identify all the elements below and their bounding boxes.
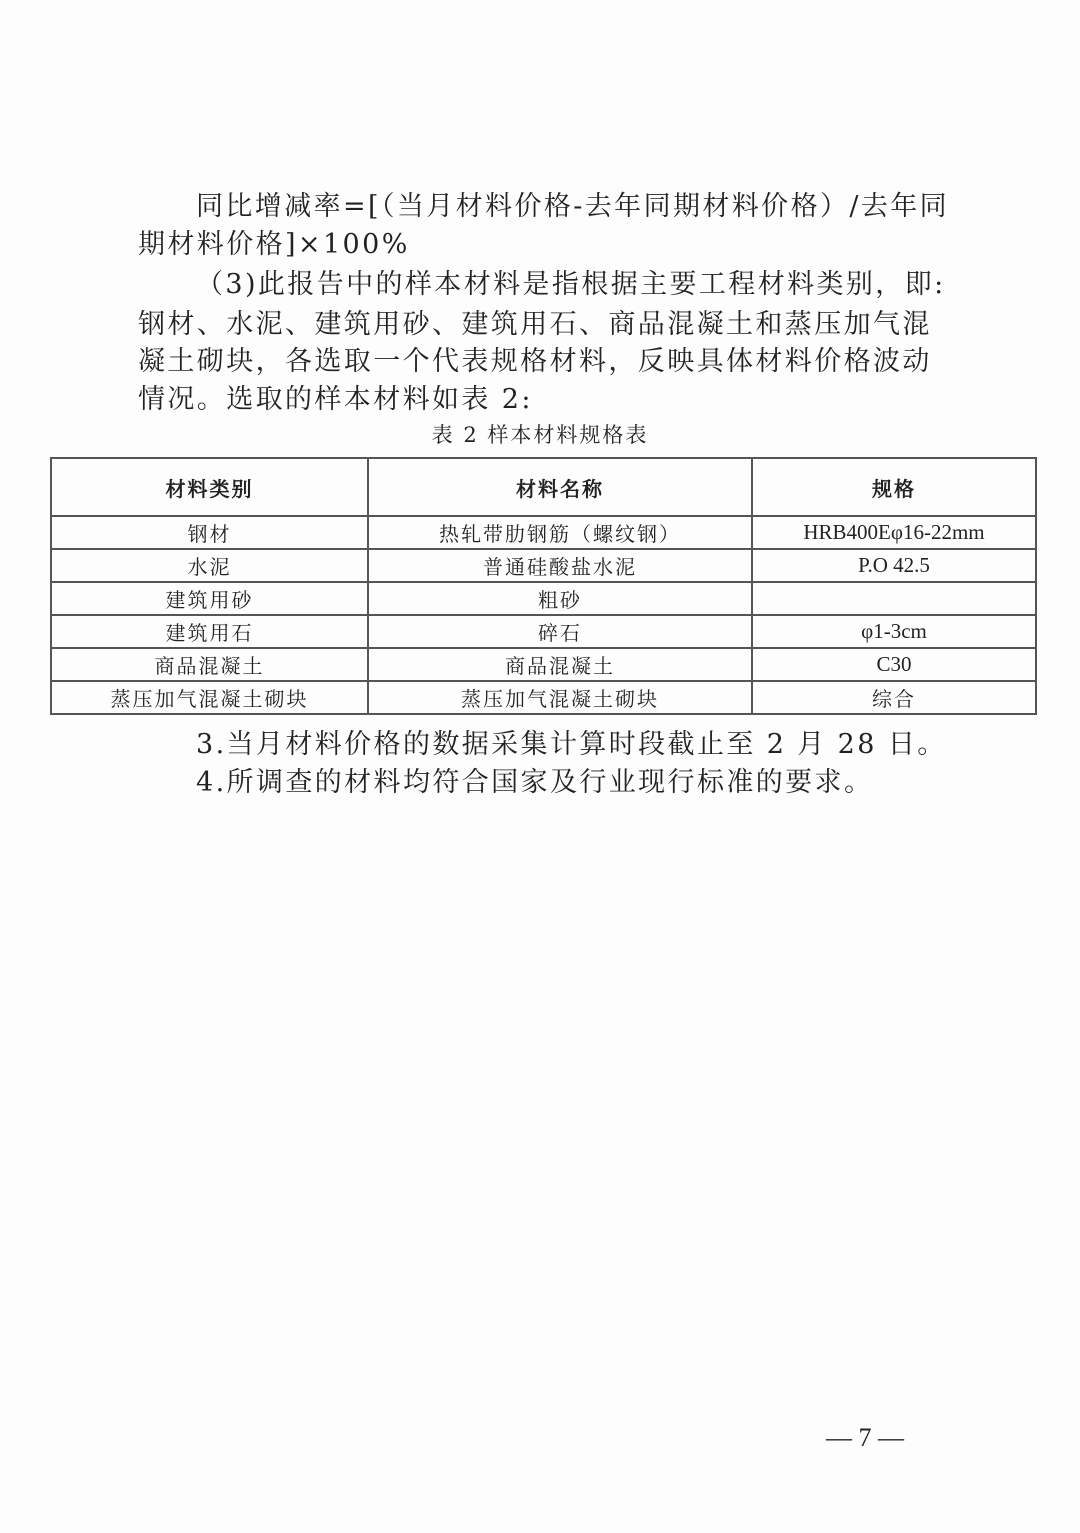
note-3-line-4: 情况。选取的样本材料如表 2: (138, 384, 533, 415)
cell-name: 普通硅酸盐水泥 (368, 549, 752, 582)
header-specification: 规格 (752, 458, 1036, 516)
cell-spec: φ1-3cm (752, 615, 1036, 648)
sample-material-spec-table (50, 457, 1037, 715)
formula-line-2: 期材料价格]×100% (138, 229, 410, 260)
item-3-text: 3.当月材料价格的数据采集计算时段截止至 2 月 28 日。 (196, 729, 947, 760)
cell-category: 建筑用砂 (51, 582, 368, 615)
cell-category: 商品混凝土 (51, 648, 368, 681)
cell-spec (752, 582, 1036, 615)
table-header-row (51, 458, 1036, 516)
table-row (51, 582, 1036, 615)
note-3-line-3: 凝土砌块，各选取一个代表规格材料，反映具体材料价格波动 (138, 346, 932, 377)
table-row (51, 516, 1036, 549)
item-4-text: 4.所调查的材料均符合国家及行业现行标准的要求。 (196, 767, 874, 798)
note-3-line-2: 钢材、水泥、建筑用砂、建筑用石、商品混凝土和蒸压加气混 (138, 309, 932, 340)
cell-spec: HRB400Eφ16-22mm (752, 516, 1036, 549)
formula-line-1: 同比增减率=[（当月材料价格-去年同期材料价格）/去年同 (196, 191, 950, 222)
cell-category: 水泥 (51, 549, 368, 582)
cell-name: 商品混凝土 (368, 648, 752, 681)
cell-name: 热轧带肋钢筋（螺纹钢） (368, 516, 752, 549)
cell-spec: C30 (752, 648, 1036, 681)
cell-spec: 综合 (752, 681, 1036, 714)
cell-name: 蒸压加气混凝土砌块 (368, 681, 752, 714)
cell-name: 粗砂 (368, 582, 752, 615)
table-row (51, 615, 1036, 648)
page-number: — 7 — (826, 1423, 904, 1452)
cell-category: 钢材 (51, 516, 368, 549)
header-material-category: 材料类别 (51, 458, 368, 516)
cell-category: 蒸压加气混凝土砌块 (51, 681, 368, 714)
cell-spec: P.O 42.5 (752, 549, 1036, 582)
table-row (51, 648, 1036, 681)
cell-category: 建筑用石 (51, 615, 368, 648)
note-3-line-1: （3)此报告中的样本材料是指根据主要工程材料类别，即: (196, 269, 946, 300)
header-material-name: 材料名称 (368, 458, 752, 516)
table-row (51, 681, 1036, 714)
table-caption: 表 2 样本材料规格表 (431, 423, 649, 447)
cell-name: 碎石 (368, 615, 752, 648)
table-row (51, 549, 1036, 582)
